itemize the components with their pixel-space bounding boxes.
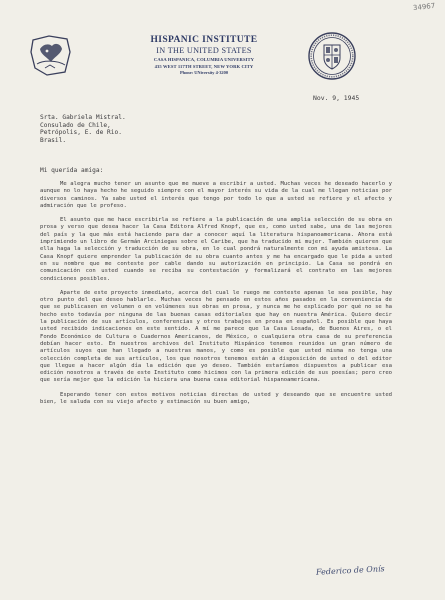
recipient-address (40, 114, 126, 144)
letterhead-phone: Phone: UNiversity 4-3200 (179, 70, 229, 75)
letter-body (40, 181, 392, 413)
institute-seal-icon (307, 31, 357, 81)
recipient-line: Petrópolis, E. de Rio. (40, 129, 122, 137)
body-paragraph: El asunto que me hace escribirla se refiere a la publicación de una amplia selección de su obra en prosa y verso que desea hacer la Casa Editora Alfred Knopf, que es, como usted sabe, una de las mejores del país y la que más está haciendo para dar a conocer aquí la literatura hispanoamericana. Ahora está imprimiendo un libro de Germán Arciniegas sobre el Caribe, que ha traducido mi mujer. También quieren que ella haga la selección y traducción de su obra, en lo cual pondrá naturalmente con mi ayuda amistosa. La Casa Knopf quiere emprender la publicación de su obra cuanto antes y me ha encargado que le pida a usted en su nombre que me conteste por cable dando su autorización en principio. La Casa se pondrá en comunicación con usted cuando se reciba su contestación y formalizará el contrato en las mejores condiciones posibles. (40, 217, 392, 282)
letterhead-subtitle: IN THE UNITED STATES (156, 46, 252, 55)
institute-logo-icon (27, 32, 75, 78)
recipient-line: Srta. Gabriela Mistral. (40, 114, 126, 121)
letter-date: Nov. 9, 1945 (313, 94, 360, 102)
body-paragraph: Me alegra mucho tener un asunto que me mueve a escribir a usted. Muchas veces he deseado hacerlo y aunque no lo haya hecho he seguido siempre con el mayor interés su vida de la cual me llegan noticias por diversos caminos. Ya sabe usted el interés que tengo por todo lo que a usted se refiere y el afecto y admiración que le profeso. (40, 181, 392, 209)
letterhead (109, 35, 299, 75)
archive-number: 34967 (412, 1, 436, 13)
letterhead-name: HISPANIC INSTITUTE (150, 35, 258, 45)
body-paragraph: Esperando tener con estos motivos noticias directas de usted y deseando que se encuentre usted bien, le saluda con su viejo afecto y estimación su buen amigo, (40, 391, 392, 406)
letterhead-address-line-2: 435 WEST 117TH STREET, NEW YORK CITY (154, 64, 254, 69)
handwritten-signature: Federico de Onís (315, 564, 385, 577)
recipient-line: Consulado de Chile, (40, 121, 111, 129)
letterhead-address-line-1: CASA HISPANICA, COLUMBIA UNIVERSITY (153, 57, 255, 62)
body-paragraph: Aparte de este proyecto inmediato, acerca del cual le ruego me conteste apenas le sea posible, hay otro punto del que deseo hablarle. Muchas veces he pensado en estos años pasados en la conveniencia de que se publicasen en volumen o en volúmenes sus obras en prosa, y nunca me he explicado por qué no se ha hecho esto todavía por ninguna de las buenas casas editoriales que hay en nuestra América. Quiero decir la publicación de sus artículos, conferencias y otros trabajos en prosa en español. Es posible que haya usted recibido indicaciones en este sentido. A mí me parece que la Casa Losada, de Buenos Aires, o el Fondo Económico de Cultura o Cuadernos Americanos, de México, o cualquiera otra casa de su preferencia debían hacer esto. En nuestros archivos del Instituto Hispánico tenemos reunidos un gran número de artículos suyos que han llegado a nuestras manos, y como es posible que usted misma no tenga una colección completa de sus artículos, los que nosotros tenemos están a disposición de usted o del editor que llegue a hacer algún día la edición que yo deseo. También estaríamos dispuestos a publicar esa edición nosotros a través de este Instituto como hicimos con la primera edición de sus poesías; pero creo que sería mejor que la edición la hiciera una buena casa editorial hispanoamericana. (40, 289, 392, 384)
salutation: Mi querida amiga: (40, 167, 104, 174)
recipient-line: Brasil. (40, 136, 67, 144)
